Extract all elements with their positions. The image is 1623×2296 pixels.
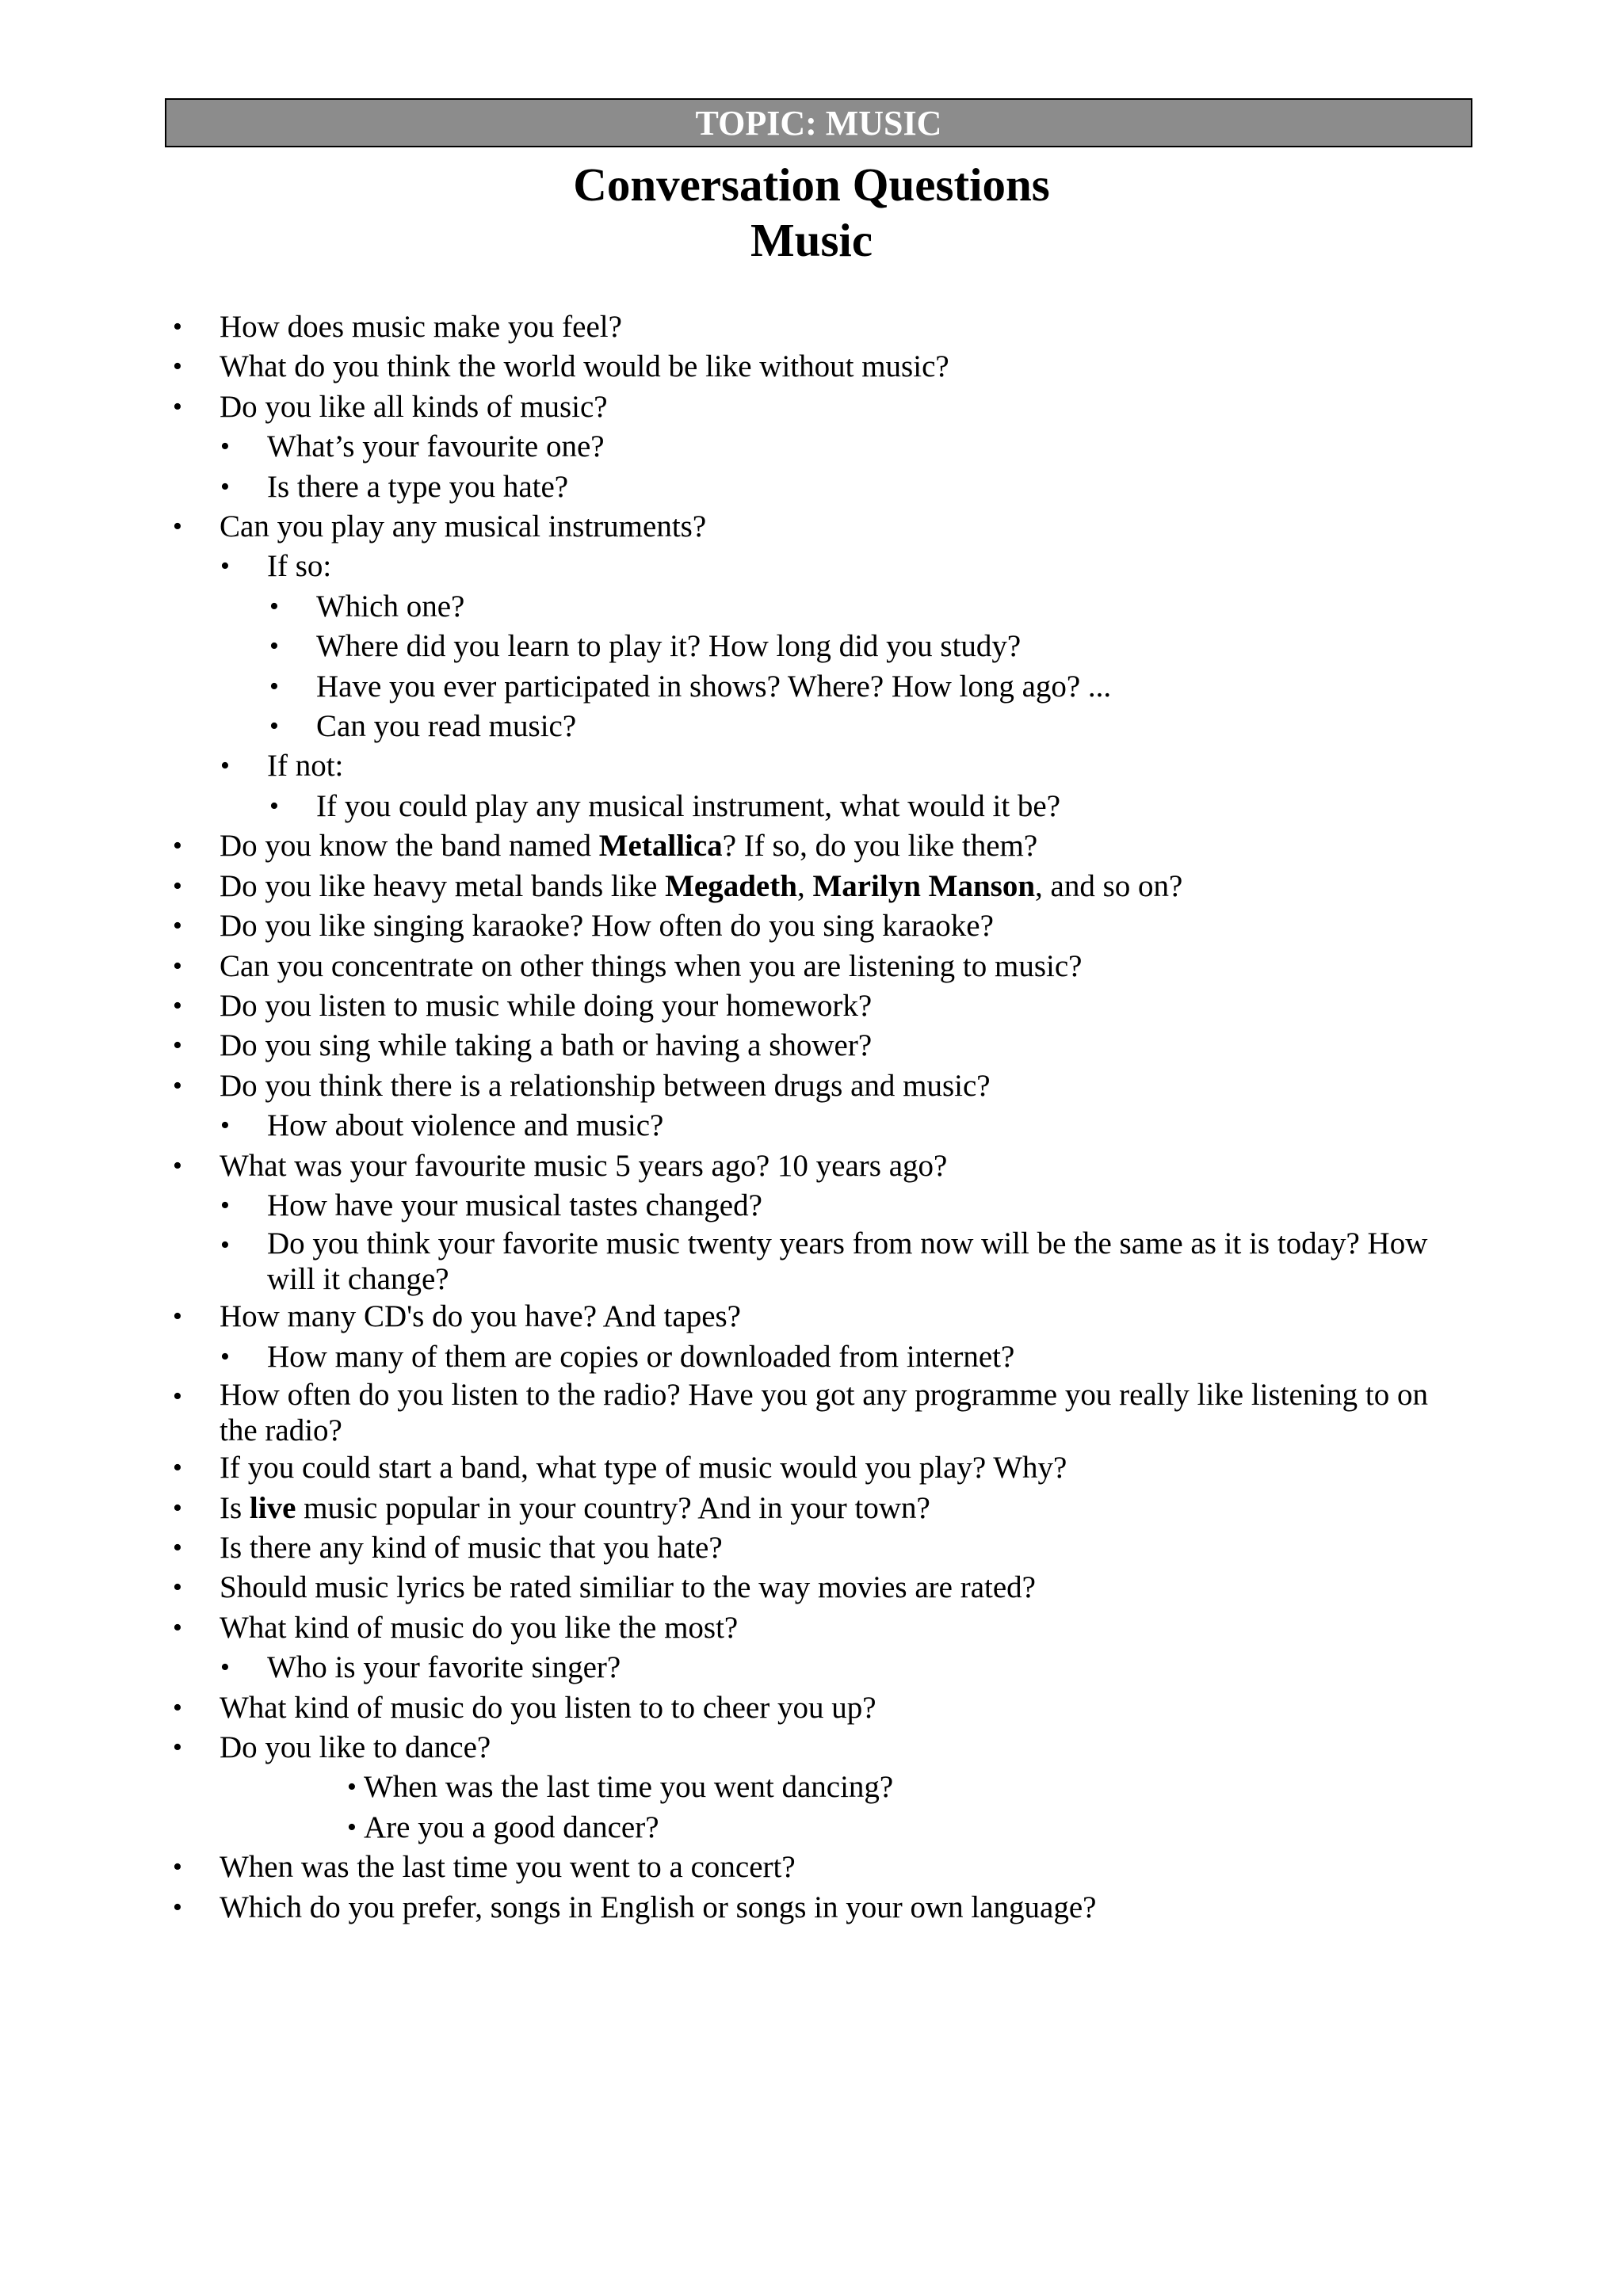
question-text (220, 1377, 1468, 1448)
question-text (267, 746, 1468, 786)
question-text-segment: Can you play any musical instruments? (220, 509, 707, 544)
question-item (0, 307, 1623, 347)
question-text-segment: Do you listen to music while doing your homework? (220, 988, 873, 1023)
question-item (0, 1528, 1623, 1568)
question-text (220, 1448, 1468, 1488)
question-text (316, 627, 1468, 666)
topic-label: TOPIC: MUSIC (695, 104, 942, 143)
bullet-icon: • (220, 471, 230, 502)
question-text-segment: Who is your favorite singer? (267, 1650, 621, 1685)
sub-question-item (0, 1768, 1623, 1807)
question-text (267, 1226, 1468, 1297)
bullet-icon: • (347, 1812, 357, 1842)
sub-question-item (0, 707, 1623, 746)
question-item (0, 507, 1623, 547)
question-item (0, 1146, 1623, 1186)
question-item (0, 1688, 1623, 1728)
bullet-icon: • (173, 1573, 182, 1603)
bullet-icon: • (269, 791, 279, 821)
emphasized-term: live (249, 1490, 296, 1525)
bullet-icon: • (347, 1772, 357, 1802)
sub-question-item (0, 1808, 1623, 1848)
question-text-segment: How many CD's do you have? And tapes? (220, 1299, 741, 1334)
question-text-segment: Is there a type you hate? (267, 469, 569, 504)
question-text (220, 1528, 1468, 1568)
sub-question-item (0, 547, 1623, 586)
question-text-segment: Are you a good dancer? (364, 1810, 659, 1844)
bullet-icon: • (173, 1692, 182, 1722)
bullet-icon: • (173, 1031, 182, 1061)
question-item (0, 1728, 1623, 1768)
question-text-segment: If so: (267, 549, 332, 584)
bullet-icon: • (173, 1382, 182, 1412)
question-item (0, 906, 1623, 946)
question-text-segment: What’s your favourite one? (267, 429, 605, 464)
bullet-icon: • (220, 1111, 230, 1141)
question-item (0, 947, 1623, 986)
question-text (316, 667, 1468, 707)
question-text-segment: Do you like singing karaoke? How often do you sing karaoke? (220, 909, 994, 944)
question-item (0, 1848, 1623, 1887)
bullet-icon: • (220, 751, 230, 781)
question-text-segment: When was the last time you went dancing? (364, 1770, 894, 1805)
question-item (0, 1489, 1623, 1528)
question-text-segment: , (796, 868, 813, 903)
sub-question-item (0, 627, 1623, 666)
question-text-segment: Which do you prefer, songs in English or songs in your own language? (220, 1890, 1097, 1924)
question-text (220, 867, 1468, 906)
bullet-icon: • (173, 1302, 182, 1332)
question-text (220, 1848, 1468, 1887)
question-text (364, 1808, 1468, 1848)
question-item (0, 1026, 1623, 1066)
bullet-icon: • (269, 711, 279, 742)
question-text-segment: Do you like heavy metal bands like (220, 868, 666, 903)
sub-question-item (0, 1106, 1623, 1146)
question-text (220, 986, 1468, 1026)
bullet-icon: • (220, 551, 230, 582)
question-text-segment: If you could play any musical instrument, what would it be? (316, 788, 1061, 823)
sub-question-item (0, 427, 1623, 467)
bullet-icon: • (173, 871, 182, 901)
question-item (0, 1568, 1623, 1608)
question-text (220, 507, 1468, 547)
question-text (220, 947, 1468, 986)
bullet-icon: • (173, 1892, 182, 1922)
question-text-segment: Is (220, 1490, 250, 1525)
page-subtitle: Music (750, 214, 873, 266)
question-text-segment: What was your favourite music 5 years ago? 10 years ago? (220, 1148, 948, 1183)
question-text-segment: ? If so, do you like them? (722, 829, 1038, 864)
bullet-icon: • (220, 1190, 230, 1220)
bullet-icon: • (173, 990, 182, 1020)
question-item (0, 1888, 1623, 1928)
question-text (267, 1648, 1468, 1688)
bullet-icon: • (269, 631, 279, 662)
bullet-icon: • (173, 352, 182, 382)
bullet-icon: • (220, 1341, 230, 1371)
question-text-segment: Do you like to dance? (220, 1730, 491, 1764)
question-item (0, 387, 1623, 427)
question-text-segment: , and so on? (1035, 868, 1183, 903)
bullet-icon: • (173, 391, 182, 421)
question-text-segment: How does music make you feel? (220, 310, 622, 344)
question-text (220, 906, 1468, 946)
question-text-segment: How many of them are copies or downloaded from internet? (267, 1339, 1015, 1374)
question-text (316, 707, 1468, 746)
question-text (267, 1337, 1468, 1377)
bullet-icon: • (269, 591, 279, 621)
question-text (220, 387, 1468, 427)
question-text (220, 1568, 1468, 1608)
emphasized-term: Metallica (598, 829, 723, 864)
question-text-segment: Do you think there is a relationship between drugs and music? (220, 1068, 991, 1103)
question-text (220, 347, 1468, 387)
question-text-segment: How often do you listen to the radio? Have you got any programme you really like listening to on the radio? (220, 1378, 1428, 1448)
question-text-segment: Do you like all kinds of music? (220, 389, 608, 424)
question-text (220, 1728, 1468, 1768)
question-item (0, 986, 1623, 1026)
question-text-segment: What do you think the world would be like without music? (220, 349, 949, 384)
question-item (0, 826, 1623, 866)
bullet-icon: • (220, 1230, 230, 1261)
question-text-segment: When was the last time you went to a concert? (220, 1850, 796, 1885)
sub-question-item (0, 746, 1623, 786)
bullet-icon: • (173, 831, 182, 861)
question-text-segment: How about violence and music? (267, 1108, 664, 1143)
question-text-segment: Which one? (316, 589, 465, 624)
question-item (0, 1297, 1623, 1337)
bullet-icon: • (173, 1070, 182, 1100)
bullet-icon: • (173, 911, 182, 941)
emphasized-term: Marilyn Manson (812, 868, 1036, 903)
bullet-icon: • (173, 1453, 182, 1483)
question-text (267, 427, 1468, 467)
question-text-segment: Should music lyrics be rated similiar to the way movies are rated? (220, 1570, 1036, 1605)
question-text (267, 1186, 1468, 1226)
question-text-segment: music popular in your country? And in your town? (296, 1490, 930, 1525)
question-item (0, 1377, 1623, 1448)
question-text (220, 1066, 1468, 1106)
bullet-icon: • (173, 951, 182, 981)
sub-question-item (0, 1648, 1623, 1688)
bullet-icon: • (173, 1852, 182, 1882)
question-text (364, 1768, 1468, 1807)
topic-banner (165, 98, 1472, 147)
question-text-segment: If you could start a band, what type of music would you play? Why? (220, 1451, 1067, 1486)
question-text (220, 1888, 1468, 1928)
question-item (0, 1608, 1623, 1648)
question-item (0, 347, 1623, 387)
question-text-segment: Have you ever participated in shows? Where? How long ago? ... (316, 669, 1112, 704)
sub-question-item (0, 467, 1623, 507)
bullet-icon: • (173, 1733, 182, 1762)
question-text (220, 1688, 1468, 1728)
question-text (267, 467, 1468, 507)
question-text (220, 1608, 1468, 1648)
bullet-icon: • (220, 1653, 230, 1683)
question-text-segment: Do you sing while taking a bath or having a shower? (220, 1028, 873, 1063)
bullet-icon: • (173, 312, 182, 341)
question-text (220, 1026, 1468, 1066)
question-text (316, 587, 1468, 627)
question-text (220, 307, 1468, 347)
sub-question-item (0, 1186, 1623, 1226)
bullet-icon: • (173, 1532, 182, 1562)
question-text (220, 1146, 1468, 1186)
bullet-icon: • (173, 512, 182, 542)
page-title: Conversation Questions (573, 158, 1050, 211)
emphasized-term: Megadeth (665, 868, 797, 903)
sub-question-item (0, 1226, 1623, 1297)
question-text-segment: How have your musical tastes changed? (267, 1188, 762, 1222)
question-text-segment: Can you read music? (316, 709, 577, 744)
question-text-segment: Do you know the band named (220, 829, 599, 864)
question-text-segment: If not: (267, 749, 344, 784)
question-text-segment: What kind of music do you listen to to cheer you up? (220, 1690, 876, 1725)
question-text-segment: Is there any kind of music that you hate? (220, 1530, 723, 1565)
question-text (220, 1297, 1468, 1337)
bullet-icon: • (173, 1612, 182, 1642)
sub-question-item (0, 667, 1623, 707)
question-text-segment: Can you concentrate on other things when you are listening to music? (220, 948, 1083, 983)
question-list (0, 307, 1623, 1928)
bullet-icon: • (269, 671, 279, 701)
question-item (0, 867, 1623, 906)
question-item (0, 1066, 1623, 1106)
question-text-segment: Where did you learn to play it? How long did you study? (316, 629, 1022, 664)
sub-question-item (0, 787, 1623, 826)
question-item (0, 1448, 1623, 1488)
bullet-icon: • (173, 1493, 182, 1523)
question-text-segment: What kind of music do you like the most? (220, 1610, 739, 1645)
question-text (267, 1106, 1468, 1146)
question-text (316, 787, 1468, 826)
question-text-segment: Do you think your favorite music twenty years from now will be the same as it is today? How will it change? (267, 1226, 1428, 1297)
question-text (267, 547, 1468, 586)
sub-question-item (0, 1337, 1623, 1377)
question-text (220, 826, 1468, 866)
bullet-icon: • (173, 1150, 182, 1180)
question-text (220, 1489, 1468, 1528)
bullet-icon: • (220, 432, 230, 462)
sub-question-item (0, 587, 1623, 627)
